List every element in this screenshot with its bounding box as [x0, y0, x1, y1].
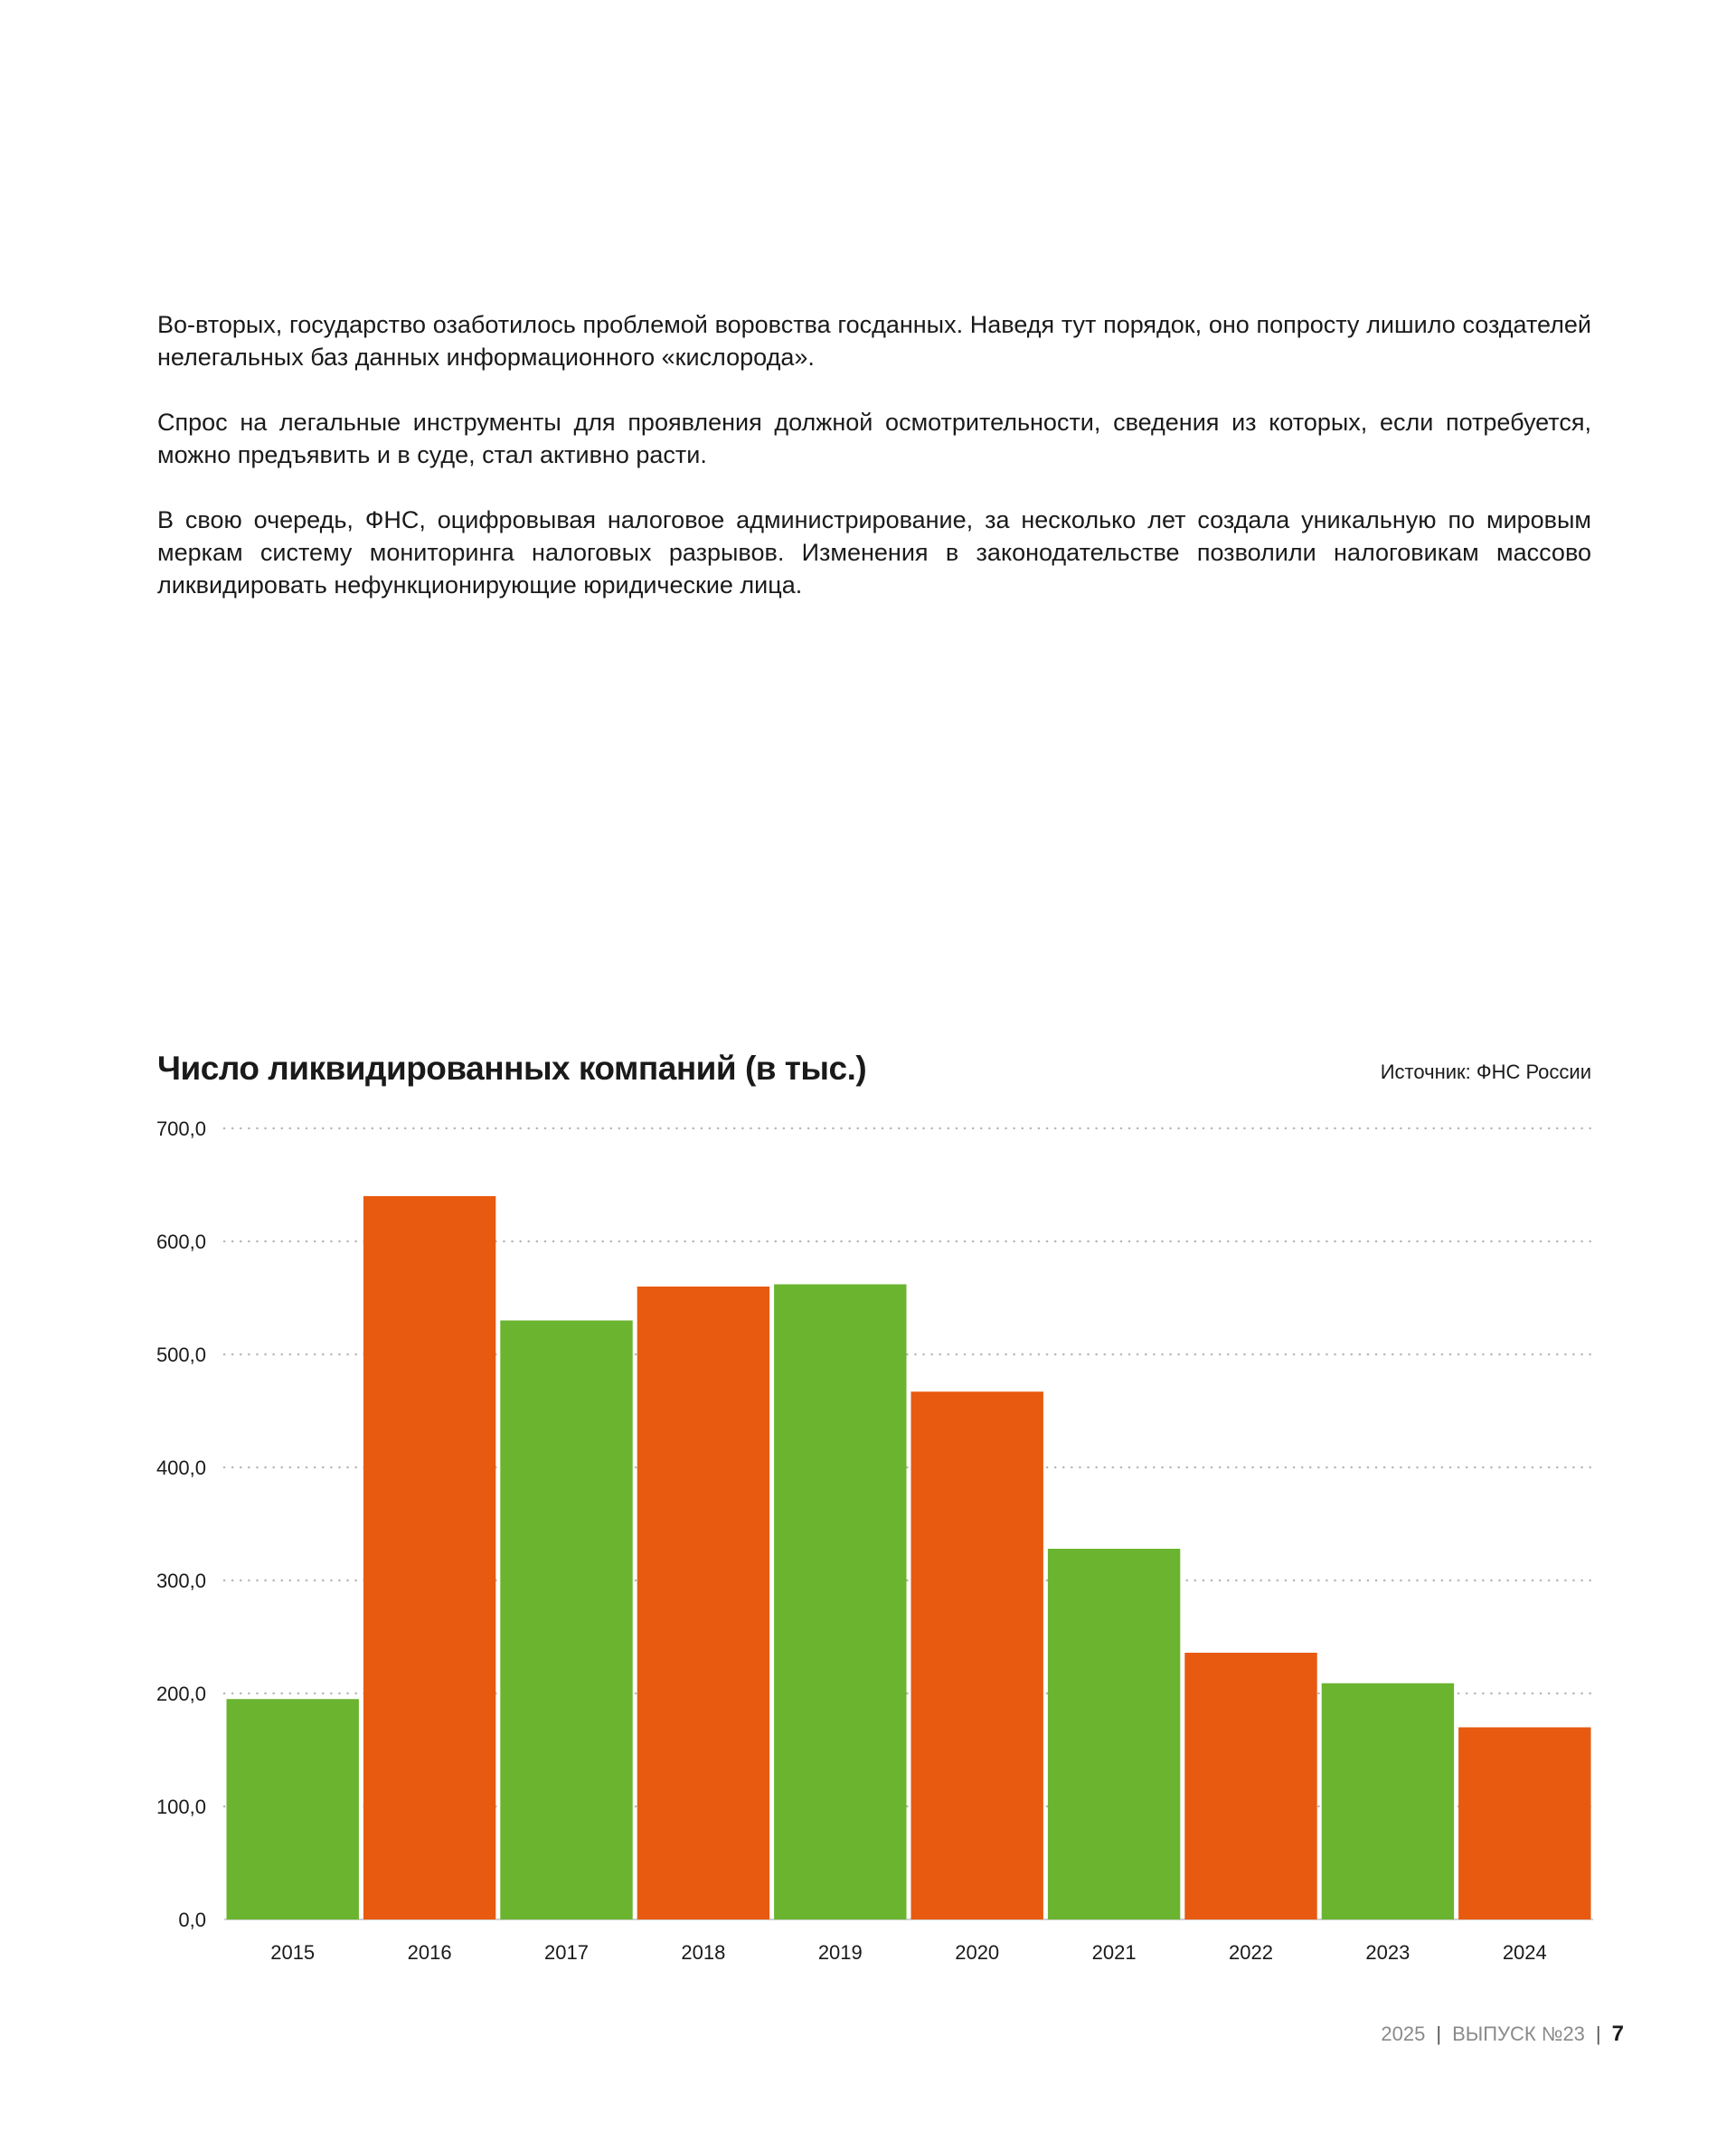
bar-2017 [500, 1321, 632, 1920]
bar-2019 [774, 1285, 906, 1920]
x-tick-label: 2022 [1229, 1941, 1273, 1964]
x-tick-label: 2023 [1365, 1941, 1410, 1964]
paragraph-1: Во-вторых, государство озаботилось проблемой воровства госданных. Наведя тут порядок, оно попросту лишило создателей нелегальных баз данных информационного «кислорода». [157, 311, 1591, 371]
y-tick-label: 600,0 [156, 1231, 206, 1253]
x-tick-label: 2020 [955, 1941, 1000, 1964]
chart-source: Источник: ФНС России [1380, 1061, 1591, 1083]
x-tick-label: 2018 [681, 1941, 726, 1964]
bar-2018 [637, 1287, 769, 1919]
bar-2022 [1184, 1653, 1316, 1919]
page-number: 7 [1611, 2022, 1624, 2046]
chart-title: Число ликвидированных компаний (в тыс.) [157, 1050, 867, 1087]
paragraph-2: Спрос на легальные инструменты для проявления должной осмотрительности, сведения из которых, если потребуется, можно предъявить и в суде, стал активно расти. [157, 409, 1591, 468]
x-tick-label: 2015 [270, 1941, 316, 1964]
footer-year: 2025 [1381, 2023, 1426, 2045]
bar-2021 [1048, 1549, 1180, 1919]
x-tick-label: 2017 [544, 1941, 589, 1964]
bar-2024 [1458, 1728, 1590, 1920]
bar-2016 [363, 1196, 495, 1919]
y-tick-label: 100,0 [156, 1796, 206, 1818]
y-tick-label: 400,0 [156, 1457, 206, 1479]
x-tick-label: 2024 [1502, 1941, 1547, 1964]
y-tick-label: 700,0 [156, 1117, 206, 1140]
x-tick-label: 2019 [817, 1941, 863, 1964]
y-tick-label: 300,0 [156, 1570, 206, 1592]
x-tick-label: 2016 [407, 1941, 452, 1964]
y-tick-label: 0,0 [178, 1909, 206, 1931]
paragraph-3: В свою очередь, ФНС, оцифровывая налоговое администрирование, за несколько лет создала уникальную по мировым меркам систему мониторинга налоговых разрывов. Изменения в законодательстве позволили налоговикам массово ликвидировать нефункционирующие юридические лица. [157, 506, 1591, 599]
x-tick-label: 2021 [1091, 1941, 1137, 1964]
bar-2020 [911, 1391, 1043, 1919]
y-tick-label: 200,0 [156, 1683, 206, 1705]
y-tick-label: 500,0 [156, 1344, 206, 1366]
page-footer: 2025 | ВЫПУСК №23 | 7 [1381, 2022, 1624, 2046]
footer-issue: ВЫПУСК №23 [1452, 2023, 1585, 2045]
bar-chart [0, 1085, 1736, 1971]
bar-2015 [227, 1699, 359, 1919]
bar-2023 [1322, 1683, 1454, 1919]
